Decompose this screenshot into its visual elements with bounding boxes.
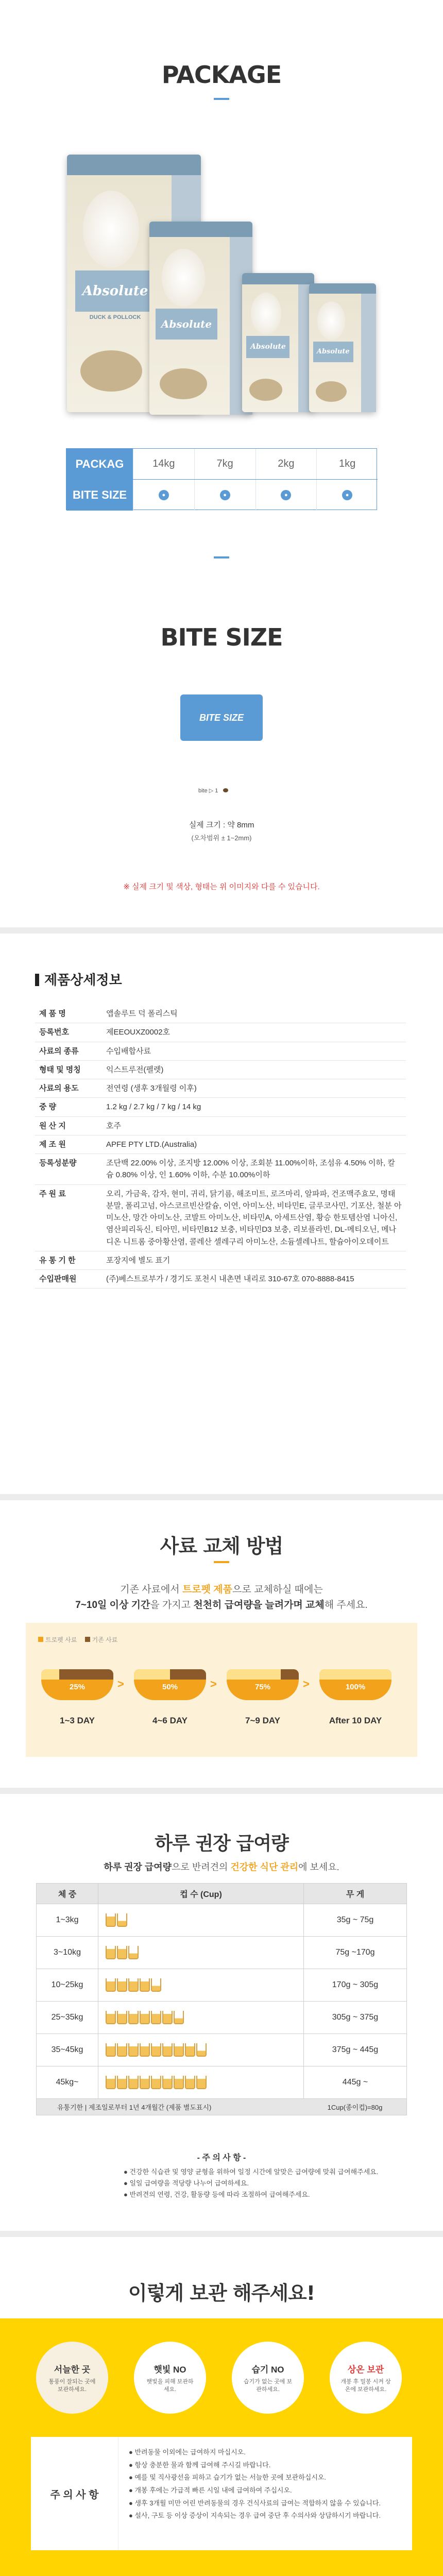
cup-icon bbox=[140, 1978, 150, 1992]
detail-row bbox=[35, 1184, 406, 1251]
package-label: PACKAG bbox=[66, 449, 133, 479]
note-text: 일일 급여량을 적당량 나누어 급여하세요. bbox=[129, 2179, 249, 2188]
col-weight: 체 중 bbox=[37, 1884, 98, 1904]
desc-text: 기존 사료에서 bbox=[120, 1584, 182, 1595]
caution-item: ● 설사, 구토 등 이상 증상이 지속되는 경우 급여 중단 후 수의사와 상담하시기 바랍니다. bbox=[129, 2512, 381, 2520]
disclaimer: ※ 실제 크기 및 색상, 형태는 위 이미지와 다를 수 있습니다. bbox=[123, 883, 320, 891]
size-1kg: 1kg bbox=[339, 458, 356, 469]
detail-key: 사료의 용도 bbox=[39, 1084, 79, 1093]
cup-icon bbox=[162, 2076, 173, 2089]
detail-heading bbox=[35, 970, 122, 989]
detail-row bbox=[35, 1270, 406, 1289]
cup-icon bbox=[151, 2043, 161, 2057]
detail-row bbox=[35, 1154, 406, 1185]
actual-size: 실제 크기 : 약 8mm bbox=[189, 821, 254, 829]
detail-key: 유 통 기 한 bbox=[39, 1256, 76, 1265]
bag-7kg bbox=[149, 222, 252, 415]
detail-value: 1.2 kg / 2.7 kg / 7 kg / 14 kg bbox=[106, 1103, 201, 1112]
heading-marker bbox=[35, 974, 39, 986]
detail-key: 사료의 종류 bbox=[39, 1046, 79, 1056]
arrow-icon: > bbox=[210, 1677, 217, 1690]
caution-text: 반려동물 이외에는 급여하지 마십시오. bbox=[134, 2448, 246, 2456]
cup-icon bbox=[174, 2043, 184, 2057]
detail-row bbox=[35, 1079, 406, 1098]
section-divider bbox=[214, 556, 229, 558]
bowl-icon bbox=[319, 1669, 391, 1700]
detail-key: 형태 및 명칭 bbox=[39, 1065, 81, 1074]
bowl-pct: 75% bbox=[254, 1683, 271, 1691]
feeding-row bbox=[37, 1937, 407, 1969]
section-separator bbox=[0, 2231, 443, 2237]
notes-title: - 주 의 사 항 - bbox=[197, 2154, 246, 2162]
bowl-step bbox=[227, 1664, 310, 1747]
feeding-desc bbox=[0, 1860, 443, 1873]
bowl-step bbox=[134, 1664, 217, 1747]
desc-bold: 7~10일 이상 기간 bbox=[75, 1600, 150, 1611]
storage-item-title: 상온 보관 bbox=[347, 2365, 384, 2375]
detail-key: 주 원 료 bbox=[39, 1189, 66, 1198]
desc-highlight: 트로펫 제품 bbox=[182, 1584, 232, 1595]
cup-icon bbox=[162, 2011, 173, 2024]
feeding-weight: 25~35kg bbox=[37, 2002, 98, 2034]
bite-icon: ● bbox=[281, 490, 291, 500]
caution-item: ● 개봉 후에는 가급적 빠른 시일 내에 급여하여 주십시오. bbox=[129, 2486, 292, 2495]
bite-icon: ● bbox=[220, 490, 230, 500]
cup-icon bbox=[117, 2076, 127, 2089]
feeding-gram: 305g ~ 375g bbox=[304, 2002, 407, 2034]
caution-text: 생후 3개월 미만 어린 반려동물의 경우 건식사료의 급여는 적합하지 않을 수 있습니다. bbox=[134, 2499, 381, 2507]
feeding-weight: 45kg~ bbox=[37, 2066, 98, 2099]
feeding-table bbox=[36, 1883, 407, 2099]
feeding-weight: 3~10kg bbox=[37, 1937, 98, 1969]
detail-value: 조단백 22.00% 이상, 조지방 12.00% 이상, 조회분 11.00%이하, 조섬유 4.50% 이하, 칼슘 0.80% 이상, 인 1.60% 이하, 수분 10.00%이하 bbox=[106, 1159, 395, 1180]
title-underline bbox=[214, 98, 229, 100]
detail-value: 제EEOUXZ0002호 bbox=[106, 1028, 171, 1037]
desc-highlight: 건강한 식단 관리 bbox=[230, 1862, 299, 1872]
feeding-row bbox=[37, 1969, 407, 2002]
storage-item-desc: 통풍이 잘되는 곳에 보관하세요. bbox=[48, 2379, 96, 2393]
feeding-row bbox=[37, 1904, 407, 1937]
bowl-day: 7~9 DAY bbox=[245, 1716, 280, 1725]
feeding-footer bbox=[36, 2099, 407, 2115]
bag-2kg bbox=[242, 273, 314, 412]
bite-size-label: BITE SIZE bbox=[66, 480, 133, 511]
bowl-pct: 50% bbox=[162, 1683, 178, 1691]
desc-text: 으로 반려견의 bbox=[172, 1862, 231, 1872]
feeding-row bbox=[37, 2002, 407, 2034]
desc-bold: 하루 권장 급여량 bbox=[104, 1862, 172, 1872]
half-cup-icon bbox=[128, 1946, 139, 1959]
bowl-icon bbox=[134, 1669, 206, 1700]
notes-list bbox=[124, 2166, 378, 2200]
legend-old: 기존 사료 bbox=[92, 1636, 118, 1643]
kibble-icon bbox=[223, 788, 228, 792]
bag-1kg bbox=[309, 283, 376, 412]
feeding-cups bbox=[98, 1904, 304, 1937]
feeding-gram: 445g ~ bbox=[304, 2066, 407, 2099]
detail-value: APFE PTY LTD.(Australia) bbox=[106, 1140, 197, 1149]
desc-text: 으로 교체하실 때에는 bbox=[232, 1584, 323, 1595]
feeding-weight: 10~25kg bbox=[37, 1969, 98, 2002]
caution-text: 개봉 후에는 가급적 빠른 시일 내에 급여하여 주십시오. bbox=[134, 2486, 292, 2495]
size-2kg: 2kg bbox=[256, 449, 317, 479]
package-size-table bbox=[66, 448, 377, 510]
detail-key: 제 품 명 bbox=[39, 1009, 66, 1018]
bite-icon: ● bbox=[159, 490, 169, 500]
feeding-title: 하루 권장 급여량 bbox=[155, 1833, 288, 1854]
detail-row bbox=[35, 1042, 406, 1060]
cup-icon bbox=[196, 2076, 207, 2089]
feeding-row bbox=[37, 2066, 407, 2099]
detail-value: 호주 bbox=[106, 1121, 121, 1130]
detail-value: 전연령 (생후 3개월령 이후) bbox=[106, 1084, 197, 1093]
detail-row bbox=[35, 1116, 406, 1135]
cup-icon bbox=[185, 2043, 195, 2057]
cup-icon bbox=[106, 1913, 116, 1927]
bowl-icon bbox=[227, 1669, 299, 1700]
detail-value: 앱솔루트 덕 폴리스틱 bbox=[106, 1009, 178, 1018]
note-text: 반려견의 연령, 건강, 활동량 등에 따라 조절하여 급여해주세요. bbox=[129, 2191, 310, 2199]
bowl-step bbox=[41, 1664, 124, 1747]
flavor-name: DUCK & POLLOCK bbox=[89, 314, 141, 320]
storage-item bbox=[36, 2342, 108, 2414]
feeding-cups bbox=[98, 1937, 304, 1969]
storage-item bbox=[232, 2342, 304, 2414]
detail-row bbox=[35, 1060, 406, 1079]
bite-badge-text: BITE SIZE bbox=[199, 712, 244, 723]
feeding-gram: 35g ~ 75g bbox=[304, 1904, 407, 1937]
caution-text: 예를 및 직사광선을 피하고 습기가 없는 서늘한 곳에 보관하십시오. bbox=[134, 2473, 327, 2482]
storage-item-desc: 개봉 후 밀봉 시켜 상온에 보관하세요. bbox=[340, 2379, 391, 2393]
storage-item-title: 습기 NO bbox=[251, 2365, 284, 2375]
exchange-desc2 bbox=[0, 1597, 443, 1611]
brand-name: Absolute bbox=[161, 317, 212, 330]
bite-badge bbox=[180, 694, 263, 741]
detail-key: 등록성분량 bbox=[39, 1159, 77, 1167]
cup-icon bbox=[106, 2011, 116, 2024]
legend-new-swatch bbox=[38, 1637, 43, 1642]
arrow-icon: > bbox=[117, 1677, 124, 1690]
bowl-day: After 10 DAY bbox=[329, 1716, 382, 1725]
storage-item bbox=[330, 2342, 402, 2414]
desc-text: 해 주세요. bbox=[324, 1600, 368, 1611]
storage-item-title: 서늘한 곳 bbox=[54, 2365, 91, 2375]
detail-table-wrap bbox=[35, 1005, 406, 1289]
shelf-life-note: 유통기한 | 제조일로부터 1년 4개월간 (제품 별도표시) bbox=[57, 2104, 212, 2111]
half-cup-icon bbox=[196, 2043, 207, 2057]
package-image bbox=[0, 155, 443, 422]
detail-value: 포장지에 별도 표기 bbox=[106, 1256, 171, 1265]
size-14kg: 14kg bbox=[133, 449, 195, 479]
cup-icon bbox=[117, 2043, 127, 2057]
cup-icon bbox=[117, 2011, 127, 2024]
bite-icon: ● bbox=[342, 490, 352, 500]
caution-item: ● 반려동물 이외에는 급여하지 마십시오. bbox=[129, 2448, 246, 2456]
caution-text: 항상 충분한 물과 함께 급여해 주시길 바랍니다. bbox=[134, 2461, 271, 2469]
cup-icon bbox=[185, 2076, 195, 2089]
cup-icon bbox=[140, 2043, 150, 2057]
detail-row bbox=[35, 1251, 406, 1269]
caution-label: 주 의 사 항 bbox=[31, 2437, 118, 2550]
cup-icon bbox=[106, 1978, 116, 1992]
size-7kg: 7kg bbox=[195, 449, 256, 479]
storage-title: 이렇게 보관 해주세요! bbox=[128, 2282, 315, 2304]
caution-item: ● 예를 및 직사광선을 피하고 습기가 없는 서늘한 곳에 보관하십시오. bbox=[129, 2473, 327, 2482]
section-separator bbox=[0, 927, 443, 934]
caution-item: ● 항상 충분한 물과 함께 급여해 주시길 바랍니다. bbox=[129, 2461, 271, 2469]
bowl-pct: 25% bbox=[69, 1683, 86, 1691]
exchange-title: 사료 교체 방법 bbox=[160, 1535, 283, 1557]
feeding-table-wrap bbox=[36, 1883, 407, 2115]
exchange-desc1 bbox=[0, 1582, 443, 1596]
cup-icon bbox=[151, 2011, 161, 2024]
feeding-weight: 35~45kg bbox=[37, 2034, 98, 2066]
note-item: ● 건강한 식습관 및 영양 균형을 위하여 일정 시간에 알맞은 급여량에 맞춰 급여해주세요. bbox=[124, 2168, 379, 2176]
section-separator bbox=[0, 1788, 443, 1794]
col-gram: 무 게 bbox=[304, 1884, 407, 1904]
bowl-day: 4~6 DAY bbox=[152, 1716, 188, 1725]
bite-scale-note: bite ▷ 1 bbox=[198, 788, 218, 794]
detail-row bbox=[35, 1135, 406, 1154]
cup-icon bbox=[151, 2076, 161, 2089]
cup-icon bbox=[128, 1978, 139, 1992]
caution-box bbox=[31, 2437, 412, 2550]
bowl-step bbox=[319, 1664, 391, 1747]
detail-row bbox=[35, 1005, 406, 1023]
feeding-cups bbox=[98, 1969, 304, 2002]
feeding-gram: 375g ~ 445g bbox=[304, 2034, 407, 2066]
detail-key: 중 량 bbox=[39, 1103, 57, 1112]
storage-item bbox=[134, 2342, 206, 2414]
desc-bold: 천천히 급여량을 늘려가며 교체 bbox=[193, 1600, 325, 1611]
package-title: PACKAGE bbox=[161, 61, 282, 89]
feeding-gram: 75g ~170g bbox=[304, 1937, 407, 1969]
bowl-icon bbox=[41, 1669, 113, 1700]
caution-list bbox=[129, 2446, 402, 2522]
section-separator bbox=[0, 1494, 443, 1500]
feeding-cups bbox=[98, 2034, 304, 2066]
feeding-cups bbox=[98, 2066, 304, 2099]
legend-old-swatch bbox=[85, 1637, 90, 1642]
desc-text: 을 가지고 bbox=[150, 1600, 194, 1611]
cup-icon bbox=[174, 2076, 184, 2089]
cup-gram-note: 1Cup(종이컵)=80g bbox=[327, 2104, 383, 2111]
legend-new: 트로펫 사료 bbox=[45, 1636, 77, 1643]
desc-text: 에 보세요. bbox=[298, 1862, 339, 1872]
arrow-icon: > bbox=[303, 1677, 310, 1690]
cup-icon bbox=[106, 2043, 116, 2057]
detail-table bbox=[35, 1005, 406, 1289]
title-underline bbox=[214, 1561, 229, 1563]
cup-icon bbox=[140, 2076, 150, 2089]
bowl-steps bbox=[41, 1664, 402, 1747]
exchange-panel bbox=[26, 1623, 417, 1757]
brand-name: Absolute bbox=[82, 283, 148, 299]
storage-item-desc: 습기가 없는 곳에 보관하세요. bbox=[243, 2379, 293, 2393]
cup-icon bbox=[128, 2011, 139, 2024]
note-text: 건강한 식습관 및 영양 균형을 위하여 일정 시간에 알맞은 급여량에 맞춰 급여해주세요. bbox=[129, 2168, 379, 2176]
feeding-weight: 1~3kg bbox=[37, 1904, 98, 1937]
feeding-row bbox=[37, 2034, 407, 2066]
detail-key: 등록번호 bbox=[39, 1028, 69, 1037]
detail-value: (주)베스트로부가 / 경기도 포천시 내촌면 내리로 310-67호 070-8888-8415 bbox=[106, 1275, 354, 1283]
brand-name: Absolute bbox=[316, 348, 350, 355]
storage-item-desc: 햇빛을 피해 보관하세요. bbox=[146, 2379, 194, 2393]
cup-icon bbox=[106, 2076, 116, 2089]
bowl-day: 1~3 DAY bbox=[60, 1716, 95, 1725]
bite-sample bbox=[198, 787, 228, 794]
cup-icon bbox=[117, 1946, 127, 1959]
cup-icon bbox=[162, 2043, 173, 2057]
detail-value: 오리, 가금육, 감자, 현미, 귀리, 닭기름, 해조미트, 로즈마리, 알파파, 건조맥주효모, 명태분말, 폴리고넘, 아스코르빈산칼슘, 이연, 아미노산, 비타민E, 글루코사민, 기포산, 철분 아미노산, 망간 아미노산, 코발트 아미노산, 비타민A, 아세트산염, 황승 한토템산염 니아신, 염산피리독신, 티아민, 비타민B12 보충, 비타민D3 보충, 리보플라빈, DL-메티오닌, 메나디온 니트롬 중아황산염, 콜레산 셀레구리 아미노산, 소듐셀레나트, 할슘아이오데이트 bbox=[106, 1189, 402, 1246]
note-item: ● 반려견의 연령, 건강, 활동량 등에 따라 조절하여 급여해주세요. bbox=[124, 2191, 310, 2199]
half-cup-icon bbox=[174, 2011, 184, 2024]
legend bbox=[38, 1635, 117, 1644]
cup-icon bbox=[117, 1978, 127, 1992]
detail-title: 제품상세정보 bbox=[44, 972, 122, 988]
detail-row bbox=[35, 1023, 406, 1042]
cup-icon bbox=[106, 1946, 116, 1959]
detail-key: 수입판매원 bbox=[39, 1275, 77, 1283]
detail-key: 원 산 지 bbox=[39, 1121, 66, 1130]
half-cup-icon bbox=[117, 1913, 127, 1927]
brand-name: Absolute bbox=[250, 343, 286, 351]
actual-size-sub: (오차범위 ± 1~2mm) bbox=[191, 834, 252, 842]
half-cup-icon bbox=[151, 1978, 161, 1992]
storage-item-title: 햇빛 NO bbox=[154, 2365, 186, 2375]
bowl-pct: 100% bbox=[345, 1683, 366, 1691]
note-item: ● 일일 급여량을 적당량 나누어 급여하세요. bbox=[124, 2179, 249, 2188]
caution-item: ● 생후 3개월 미만 어린 반려동물의 경우 건식사료의 급여는 적합하지 않을 수 있습니다. bbox=[129, 2499, 381, 2507]
caution-text: 설사, 구토 등 이상 증상이 지속되는 경우 급여 중단 후 수의사와 상담하시기 바랍니다. bbox=[134, 2512, 381, 2520]
cup-icon bbox=[128, 2043, 139, 2057]
feeding-gram: 170g ~ 305g bbox=[304, 1969, 407, 2002]
feeding-cups bbox=[98, 2002, 304, 2034]
detail-value: 익스트루전(펠렛) bbox=[106, 1065, 164, 1074]
bite-title: BITE SIZE bbox=[160, 623, 283, 651]
detail-row bbox=[35, 1098, 406, 1116]
detail-key: 제 조 원 bbox=[39, 1140, 66, 1149]
col-cup: 컵 수 (Cup) bbox=[98, 1884, 304, 1904]
cup-icon bbox=[140, 2011, 150, 2024]
cup-icon bbox=[128, 2076, 139, 2089]
detail-value: 수입배합사료 bbox=[106, 1046, 151, 1056]
